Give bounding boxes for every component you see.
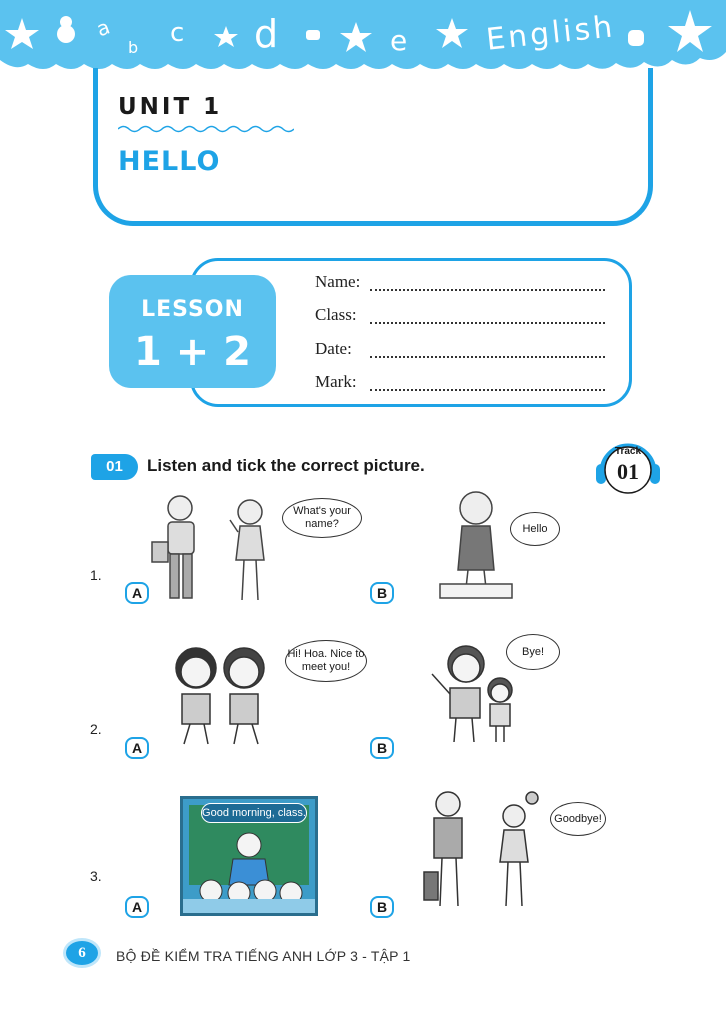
banner-letter-a: a xyxy=(93,14,114,42)
girl-waving-picture xyxy=(436,482,516,602)
question-number: 1. xyxy=(90,567,102,583)
banner-background xyxy=(0,0,726,78)
name-field[interactable] xyxy=(315,272,605,296)
banner-letter-c: c xyxy=(170,18,185,48)
two-children-picture xyxy=(164,640,274,748)
class-dotted-line[interactable] xyxy=(370,322,605,324)
option-b-box[interactable]: B xyxy=(370,737,394,759)
track-number: 01 xyxy=(617,459,639,484)
page-number: 6 xyxy=(63,938,101,968)
unit-title: UNIT 1 xyxy=(118,94,223,120)
unit-name: HELLO xyxy=(118,146,221,177)
name-label: Name: xyxy=(315,272,361,291)
option-b-box[interactable]: B xyxy=(370,896,394,918)
option-a-box[interactable]: A xyxy=(125,737,149,759)
date-label: Date: xyxy=(315,339,352,358)
lesson-badge xyxy=(109,275,276,388)
banner-word-english: English xyxy=(484,9,617,58)
speech-bubble: Hello xyxy=(510,512,560,546)
mark-dotted-line[interactable] xyxy=(370,389,605,391)
date-field[interactable] xyxy=(315,339,605,363)
date-dotted-line[interactable] xyxy=(370,356,605,358)
banner-letter-e: e xyxy=(390,24,408,57)
speech-bubble: Good morning, class. xyxy=(201,803,307,823)
teddy-icon xyxy=(628,30,644,46)
question-number: 3. xyxy=(90,868,102,884)
class-field[interactable] xyxy=(315,305,605,329)
lesson-label: LESSON xyxy=(141,297,244,322)
candy-icon xyxy=(306,30,320,40)
speech-bubble: What's your name? xyxy=(282,498,362,538)
lesson-number: 1 + 2 xyxy=(133,329,252,375)
option-a-box[interactable]: A xyxy=(125,896,149,918)
boy-girl-picture xyxy=(148,490,278,606)
class-label: Class: xyxy=(315,305,357,324)
option-b-box[interactable]: B xyxy=(370,582,394,604)
mark-label: Mark: xyxy=(315,372,357,391)
exercise-number-badge: 01 xyxy=(91,454,138,480)
exercise-instruction: Listen and tick the correct picture. xyxy=(147,456,425,475)
classroom-picture xyxy=(180,796,318,916)
speech-bubble: Goodbye! xyxy=(550,802,606,836)
mark-field[interactable] xyxy=(315,372,605,396)
question-number: 2. xyxy=(90,721,102,737)
speech-bubble: Hi! Hoa. Nice to meet you! xyxy=(285,640,367,682)
book-title: BỘ ĐỀ KIỂM TRA TIẾNG ANH LỚP 3 - TẬP 1 xyxy=(116,948,411,964)
wavy-underline xyxy=(118,124,294,134)
boy-girl-goodbye-picture xyxy=(418,786,548,914)
banner-letter-b: b xyxy=(128,38,139,57)
track-label: Track xyxy=(614,446,642,457)
option-a-box[interactable]: A xyxy=(125,582,149,604)
name-dotted-line[interactable] xyxy=(370,289,605,291)
banner-letter-d: d xyxy=(254,12,279,56)
speech-bubble: Bye! xyxy=(506,634,560,670)
